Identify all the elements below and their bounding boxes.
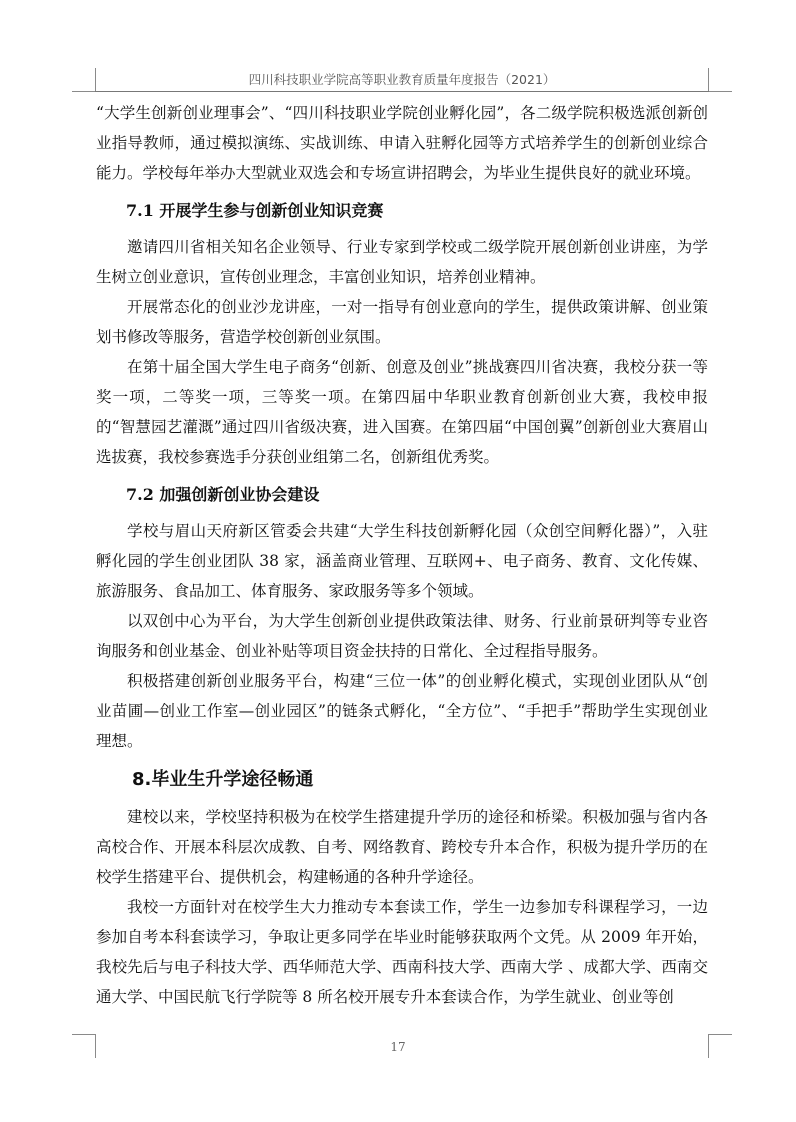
- crop-mark-top-right: [708, 91, 732, 92]
- intro-paragraph: “大学生创新创业理事会”、“四川科技职业学院创业孵化园”，各二级学院积极选派创新创业指导教师，通过模拟演练、实战训练、申请入驻孵化园等方式培养学生的创新创业综合能力。学校每年举办大型就业双选会和专场宣讲招聘会，为毕业生提供良好的就业环境。: [96, 104, 708, 182]
- crop-mark-top-left: [72, 91, 96, 92]
- paragraph: 积极搭建创新创业服务平台，构建“三位一体”的创业孵化模式，实现创业团队从“创业苗圃—创业工作室—创业园区”的链条式孵化，“全方位”、“手把手”帮助学生实现创业理想。: [96, 672, 708, 750]
- section-heading-7-1: 7.1 开展学生参与创新创业知识竞赛: [126, 201, 384, 220]
- section-heading-8: 8.毕业生升学途径畅通: [132, 769, 314, 790]
- paragraph: 学校与眉山天府新区管委会共建“大学生科技创新孵化园（众创空间孵化器）”，入驻孵化园的学生创业团队 38 家，涵盖商业管理、互联网+、电子商务、教育、文化传媒、旅游服务、食品加工、体育服务、家政服务等多个领域。: [96, 522, 708, 600]
- paragraph: 开展常态化的创业沙龙讲座，一对一指导有创业意向的学生，提供政策讲解、创业策划书修改等服务，营造学校创新创业氛围。: [96, 298, 708, 346]
- document-body: [96, 98, 708, 1012]
- section-heading-7-2: 7.2 加强创新创业协会建设: [126, 485, 320, 504]
- crop-mark-bottom-left: [72, 1034, 96, 1035]
- running-header: 四川科技职业学院高等职业教育质量年度报告（2021）: [95, 70, 709, 92]
- paragraph: 我校一方面针对在校学生大力推动专本套读工作，学生一边参加专科课程学习，一边参加自考本科套读学习，争取让更多同学在毕业时能够获取两个文凭。从 2009 年开始，我校先后与电子科技大学、西华师范大学、西南科技大学、西南大学 、成都大学、西南交通大学、中国民航飞行学院等 8 所名校开展专升本套读合作，为学生就业、创业等创: [96, 898, 708, 1006]
- paragraph: 邀请四川省相关知名企业领导、行业专家到学校或二级学院开展创新创业讲座，为学生树立创业意识，宣传创业理念，丰富创业知识，培养创业精神。: [96, 238, 708, 286]
- paragraph: 在第十届全国大学生电子商务“创新、创意及创业”挑战赛四川省决赛，我校分获一等奖一项，二等奖一项，三等奖一项。在第四届中华职业教育创新创业大赛，我校申报的“智慧园艺灌溉”通过四川省级决赛，进入国赛。在第四届“中国创翼”创新创业大赛眉山选拔赛，我校参赛选手分获创业组第二名，创新组优秀奖。: [96, 358, 708, 466]
- paragraph: 以双创中心为平台，为大学生创新创业提供政策法律、财务、行业前景研判等专业咨询服务和创业基金、创业补贴等项目资金扶持的日常化、全过程指导服务。: [96, 612, 708, 660]
- crop-mark-bottom-right: [708, 1034, 732, 1035]
- paragraph: 建校以来，学校坚持积极为在校学生搭建提升学历的途径和桥梁。积极加强与省内各高校合作、开展本科层次成教、自考、网络教育、跨校专升本合作，积极为提升学历的在校学生搭建平台、提供机会，构建畅通的各种升学途径。: [96, 808, 708, 886]
- page-number: 17: [390, 1040, 406, 1054]
